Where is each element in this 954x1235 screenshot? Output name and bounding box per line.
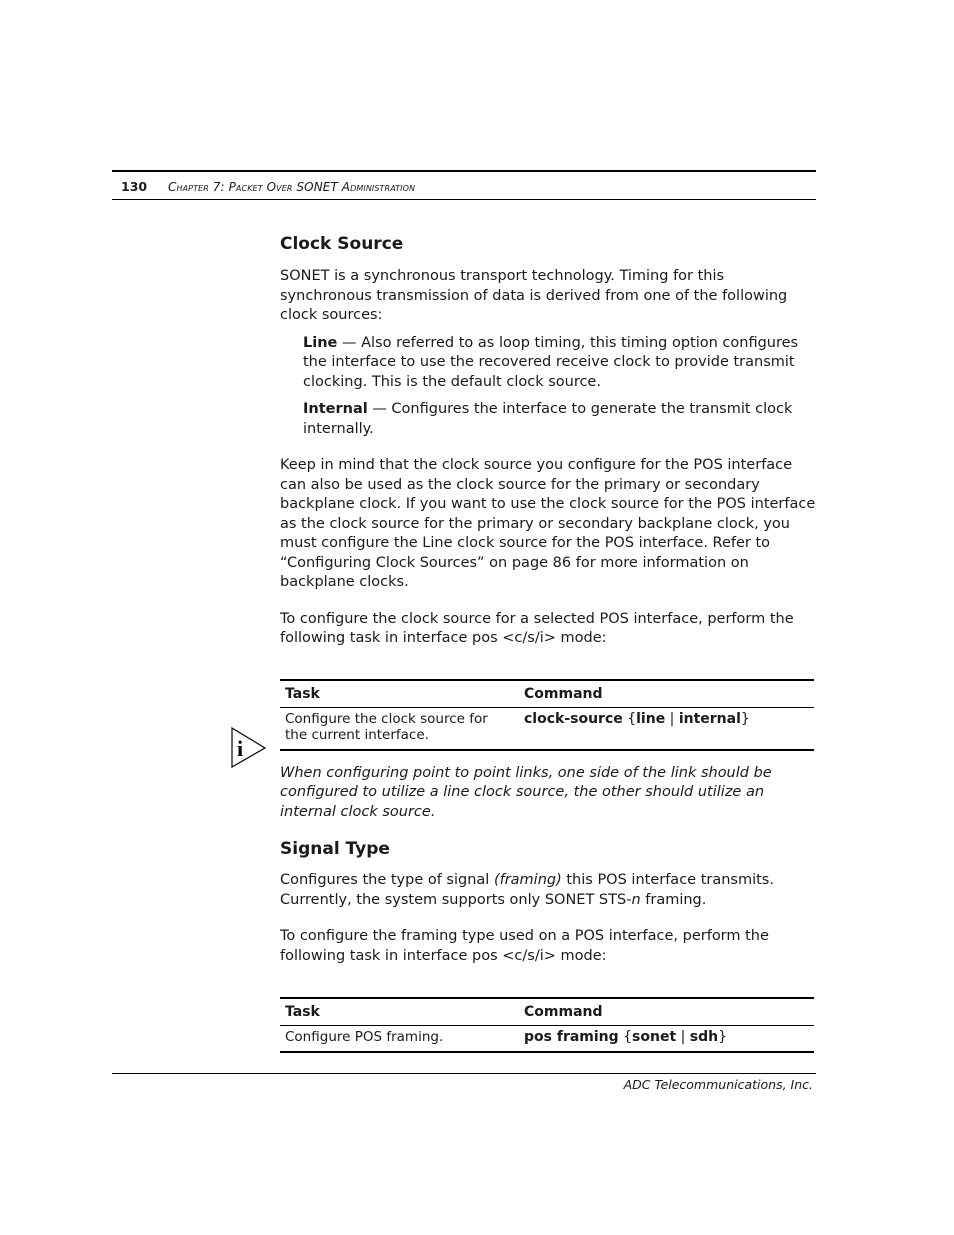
svg-text:i: i bbox=[237, 736, 244, 761]
command-option-2: internal bbox=[678, 710, 741, 727]
command-option-1: line bbox=[636, 710, 666, 727]
page-number: 130 bbox=[121, 179, 148, 194]
para1-emphasis: (framing) bbox=[493, 872, 562, 888]
signal-type-table bbox=[280, 997, 814, 1053]
signal-type-para2: To configure the framing type used on a POS interface, perform the following task in interface pos <c/s/i> mode: bbox=[280, 928, 769, 964]
para1-part-a: Configures the type of signal bbox=[280, 872, 494, 888]
col-command-header: Command bbox=[519, 998, 814, 1026]
table-header-row bbox=[280, 680, 814, 708]
command-option-2: sdh bbox=[689, 1029, 719, 1045]
clock-source-intro: SONET is a synchronous transport technology. Timing for this synchronous transmission of data is derived from one of the following clock sources: bbox=[280, 268, 788, 323]
option-line bbox=[280, 334, 816, 393]
footer-rule bbox=[112, 1073, 816, 1074]
table-row bbox=[280, 707, 814, 750]
para1-n: n bbox=[631, 891, 641, 908]
signal-type-heading: Signal Type bbox=[280, 839, 390, 859]
option-internal-desc: — Configures the interface to generate the transmit clock internally. bbox=[303, 401, 793, 437]
table-header-row bbox=[280, 998, 814, 1026]
page-content bbox=[280, 232, 816, 1053]
signal-type-para1 bbox=[280, 871, 816, 910]
command-option-1: sonet bbox=[632, 1029, 677, 1045]
brace-open: { bbox=[618, 1029, 633, 1045]
option-line-desc: — Also referred to as loop timing, this timing option configures the interface to use the recovered receive clock to provide transmit clocking. This is the default clock source. bbox=[303, 334, 799, 390]
clock-source-table bbox=[280, 679, 814, 751]
info-icon bbox=[231, 727, 267, 769]
command-keyword: pos framing bbox=[524, 1029, 619, 1045]
table-row bbox=[280, 1026, 814, 1053]
brace-close: } bbox=[718, 1029, 728, 1045]
col-task-header: Task bbox=[280, 998, 519, 1026]
brace-open: { bbox=[622, 710, 637, 727]
option-separator: | bbox=[676, 1029, 690, 1045]
running-header bbox=[112, 170, 816, 200]
clock-source-para2: Keep in mind that the clock source you configure for the POS interface can also be used as the clock source for the primary or secondary backplane clock. If you want to use the clock source for the POS interface as the clock source for the primary or secondary backplane clock, you must configure the Line clock source for the POS interface. Refer to “Configuring Clock Sources” on page 86 for more information on backplane clocks. bbox=[280, 457, 816, 590]
command-cell bbox=[519, 1026, 814, 1053]
brace-close: } bbox=[740, 710, 750, 727]
chapter-title: Chapter 7: Packet Over SONET Administration bbox=[168, 180, 416, 194]
command-cell bbox=[519, 707, 814, 750]
command-keyword: clock-source bbox=[524, 710, 623, 727]
para1-part-b: this POS interface transmits. Currently, the system supports only SONET STS- bbox=[280, 872, 774, 908]
clock-source-heading: Clock Source bbox=[280, 234, 404, 254]
note-text: When configuring point to point links, one side of the link should be configured to utilize a line clock source, the other should utilize an internal clock source. bbox=[280, 764, 772, 820]
para1-part-c: framing. bbox=[640, 891, 707, 908]
footer-company: ADC Telecommunications, Inc. bbox=[623, 1077, 813, 1092]
clock-source-para3: To configure the clock source for a selected POS interface, perform the following task in interface pos <c/s/i> mode: bbox=[280, 610, 794, 646]
task-cell: Configure POS framing. bbox=[280, 1026, 519, 1053]
option-internal bbox=[280, 400, 816, 439]
col-task-header: Task bbox=[280, 680, 519, 708]
option-separator: | bbox=[665, 710, 679, 727]
task-cell: Configure the clock source for the current interface. bbox=[280, 707, 519, 750]
col-command-header: Command bbox=[519, 680, 814, 708]
option-line-term: Line bbox=[303, 334, 338, 351]
option-internal-term: Internal bbox=[303, 401, 368, 417]
